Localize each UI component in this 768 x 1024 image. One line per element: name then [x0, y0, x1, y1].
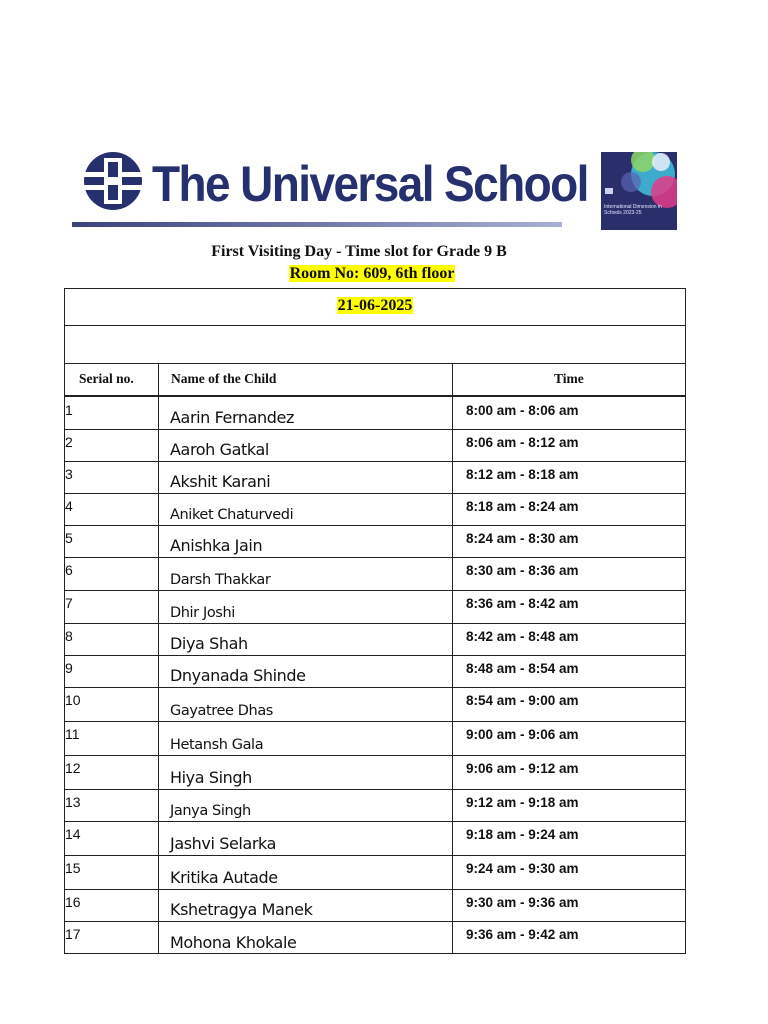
time-slot-cell: 8:36 am - 8:42 am: [466, 596, 579, 611]
child-name-cell: Hiya Singh: [170, 768, 252, 787]
document-heading: First Visiting Day - Time slot for Grade 9 B: [211, 243, 507, 260]
child-name-cell: Aarin Fernandez: [170, 408, 294, 427]
serial-cell: 3: [65, 466, 73, 482]
serial-cell: 5: [65, 530, 73, 546]
serial-cell: 16: [65, 894, 81, 910]
child-name-cell: Jashvi Selarka: [170, 834, 277, 853]
child-name-cell: Dnyanada Shinde: [170, 666, 306, 685]
serial-cell: 8: [65, 628, 73, 644]
time-slot-cell: 9:00 am - 9:06 am: [466, 727, 579, 742]
serial-cell: 2: [65, 434, 73, 450]
table-row: [65, 623, 685, 656]
table-row: [65, 461, 685, 494]
child-name-cell: Diya Shah: [170, 634, 248, 653]
table-row: [65, 429, 685, 462]
time-slot-cell: 8:54 am - 9:00 am: [466, 693, 579, 708]
child-name-cell: Mohona Khokale: [170, 933, 297, 952]
badge-logo-mark: [605, 188, 613, 194]
time-slot-cell: 8:42 am - 8:48 am: [466, 629, 579, 644]
date-row: [65, 289, 685, 326]
serial-cell: 17: [65, 926, 81, 942]
logo-underline: [72, 222, 562, 227]
table-row: [65, 493, 685, 526]
school-logo: [72, 150, 588, 232]
time-slot-cell: 8:12 am - 8:18 am: [466, 467, 579, 482]
child-name-cell: Anishka Jain: [170, 536, 263, 555]
child-name-cell: Akshit Karani: [170, 472, 271, 491]
table-row: [65, 721, 685, 756]
room-info: Room No: 609, 6th floor: [289, 265, 455, 282]
serial-cell: 14: [65, 826, 81, 842]
child-name-cell: Darsh Thakkar: [170, 572, 271, 588]
time-slot-cell: 8:48 am - 8:54 am: [466, 661, 579, 676]
serial-cell: 15: [65, 860, 81, 876]
child-name-cell: Aaroh Gatkal: [170, 440, 269, 459]
time-slot-cell: 9:12 am - 9:18 am: [466, 795, 579, 810]
visit-date: 21-06-2025: [337, 297, 413, 314]
serial-cell: 11: [65, 726, 80, 742]
header-time: Time: [554, 371, 584, 386]
child-name-cell: Janya Singh: [170, 803, 251, 819]
table-row: [65, 889, 685, 922]
table-row: [65, 789, 685, 822]
header-name: Name of the Child: [171, 371, 277, 386]
table-row: [65, 755, 685, 790]
table-row: [65, 821, 685, 856]
time-slot-cell: 8:06 am - 8:12 am: [466, 435, 579, 450]
time-slot-cell: 8:24 am - 8:30 am: [466, 531, 579, 546]
serial-cell: 7: [65, 595, 73, 611]
serial-cell: 9: [65, 660, 73, 676]
room-line: [0, 265, 744, 283]
child-name-cell: Hetansh Gala: [170, 737, 264, 753]
child-name-cell: Dhir Joshi: [170, 605, 235, 621]
table-row: [65, 557, 685, 591]
time-slot-cell: 9:30 am - 9:36 am: [466, 895, 579, 910]
school-emblem-icon: [82, 150, 144, 212]
table-row: [65, 655, 685, 688]
time-slot-cell: 8:30 am - 8:36 am: [466, 563, 579, 578]
serial-cell: 4: [65, 498, 73, 514]
table-row: [65, 687, 685, 722]
time-slot-cell: 9:06 am - 9:12 am: [466, 761, 579, 776]
time-slot-cell: 9:18 am - 9:24 am: [466, 827, 579, 842]
child-name-cell: Kshetragya Manek: [170, 900, 313, 919]
time-slot-cell: 8:00 am - 8:06 am: [466, 403, 579, 418]
table-row: [65, 921, 685, 954]
child-name-cell: Gayatree Dhas: [170, 703, 273, 719]
serial-cell: 13: [65, 794, 81, 810]
serial-cell: 1: [65, 402, 73, 418]
badge-text: International Dimension in Schools 2023-25: [604, 204, 662, 216]
table-row: [65, 525, 685, 558]
blank-row: [65, 325, 685, 364]
time-slot-cell: 8:18 am - 8:24 am: [466, 499, 579, 514]
serial-cell: 10: [65, 692, 81, 708]
time-slot-table: [64, 288, 686, 954]
international-dimension-badge: [601, 152, 677, 230]
child-name-cell: Aniket Chaturvedi: [170, 507, 294, 523]
time-slot-cell: 9:36 am - 9:42 am: [466, 927, 579, 942]
time-slot-cell: 9:24 am - 9:30 am: [466, 861, 579, 876]
table-row: [65, 855, 685, 890]
serial-cell: 6: [65, 562, 73, 578]
header-serial: Serial no.: [79, 371, 134, 386]
school-name: The Universal School: [152, 155, 588, 212]
serial-cell: 12: [65, 760, 81, 776]
child-name-cell: Kritika Autade: [170, 868, 278, 887]
table-row: [65, 397, 685, 430]
table-row: [65, 590, 685, 624]
